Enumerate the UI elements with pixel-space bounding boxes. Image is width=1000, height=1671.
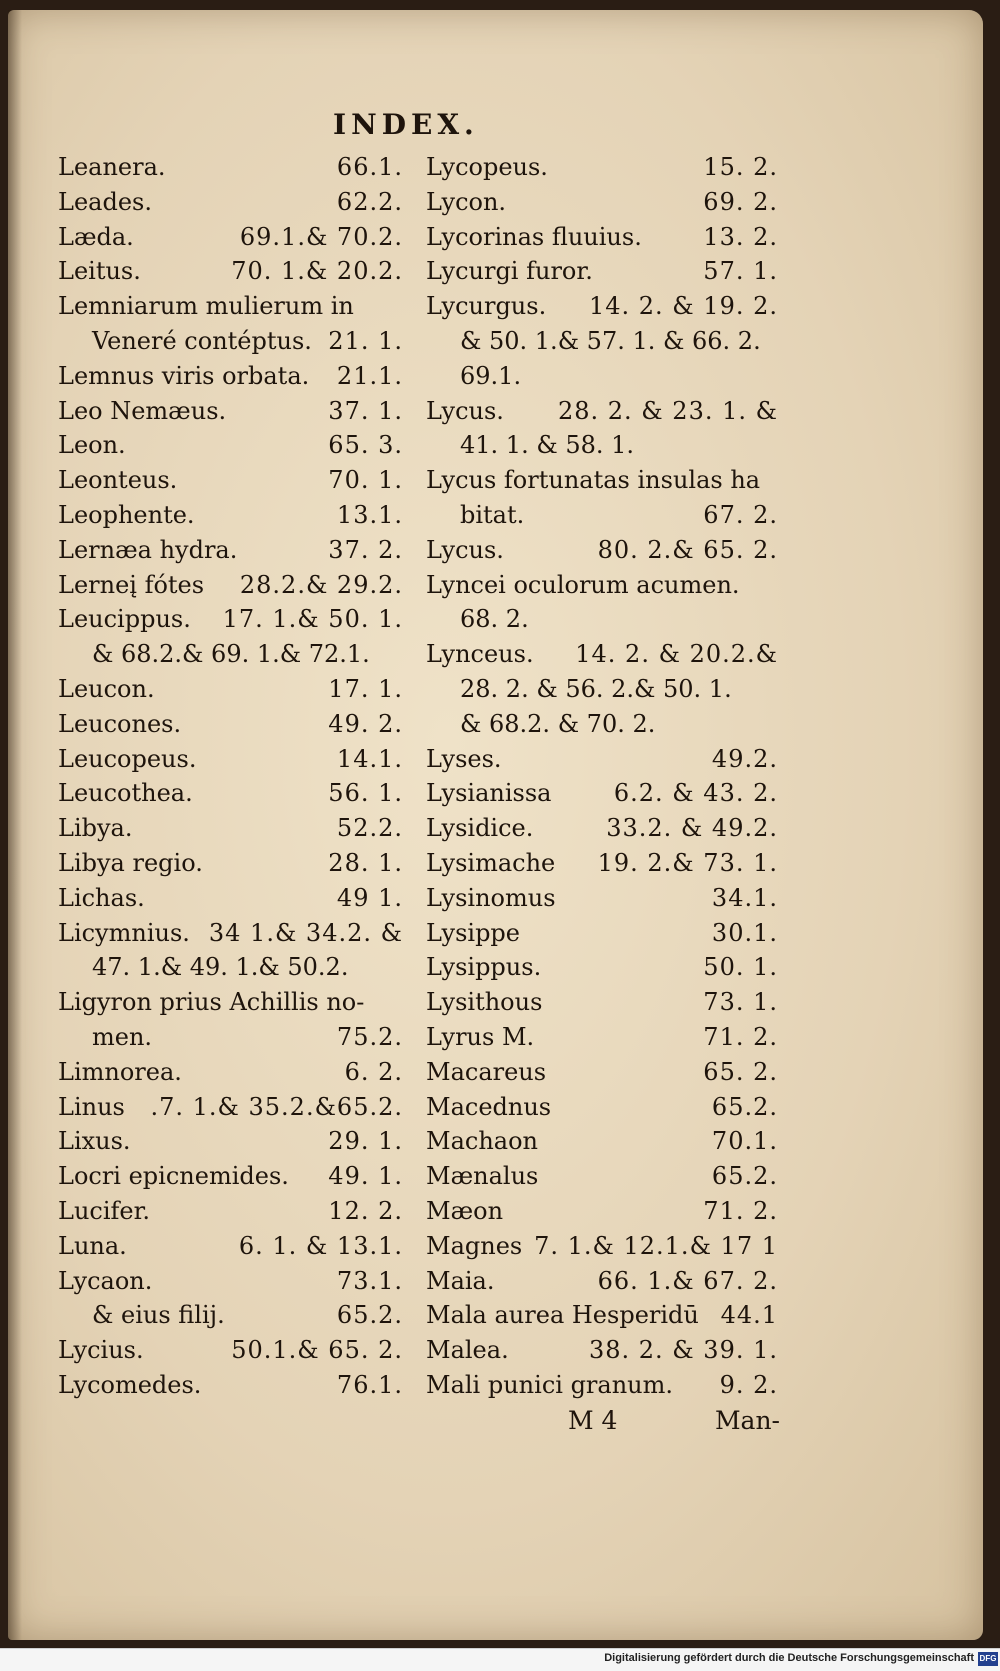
index-reference: 70. 1.& 20.2. [231,257,403,286]
index-term: & 68.2. & 70. 2. [460,709,656,738]
index-term: Leucon. [58,674,155,703]
index-entry [426,324,778,359]
index-reference: 9. 2. [719,1370,778,1399]
index-entry [426,254,778,289]
index-reference: 44.1 [720,1301,778,1330]
index-reference [770,463,778,498]
index-reference: 28. 2. & 23. 1. & [557,396,778,425]
index-entry [58,1159,403,1194]
index-entry [58,289,403,324]
index-entry [58,1229,403,1264]
index-entry [58,742,403,777]
index-entry [58,185,403,220]
index-reference: 73.1. [336,1266,403,1295]
index-reference: 12. 2. [328,1196,403,1225]
index-reference: 67. 2. [703,500,778,529]
index-entry [58,672,403,707]
index-term: & 68.2.& 69. 1.& 72.1. [92,640,370,669]
index-entry [426,637,778,672]
index-term: Macareus [426,1057,547,1086]
index-term: Lysithous [426,988,543,1017]
index-entry [426,1090,778,1125]
index-reference: 14. 2. & 19. 2. [588,292,778,321]
index-reference: 62.2. [336,187,403,216]
index-term: Limnorea. [58,1057,182,1086]
index-reference [395,637,403,672]
index-entry [426,220,778,255]
index-reference: 71. 2. [703,1022,778,1051]
index-term: Lemnus viris orbata. [58,361,310,390]
index-term: Machaon [426,1127,538,1156]
index-reference: 29. 1. [328,1127,403,1156]
index-reference [770,672,778,707]
index-entry [58,428,403,463]
index-reference [395,950,403,985]
index-entry [426,289,778,324]
index-term: Leonteus. [58,466,178,495]
index-reference: 19. 2.& 73. 1. [597,848,778,877]
index-reference: 49 1. [336,883,403,912]
index-reference: 66. 1.& 67. 2. [597,1266,778,1295]
index-term: Lyses. [426,744,502,773]
index-term: Lycius. [58,1336,144,1365]
index-reference: 73. 1. [703,988,778,1017]
index-reference [395,289,403,324]
catchword: Man- [714,1406,780,1435]
index-reference: 21. 1. [328,326,403,355]
index-term: Lerneį fótes [58,570,205,599]
index-term: Licymnius. [58,918,190,947]
index-reference: 38. 2. & 39. 1. [588,1336,778,1365]
index-entry [58,846,403,881]
index-reference: 71. 2. [703,1196,778,1225]
index-entry [58,359,403,394]
index-entry [58,707,403,742]
index-entry [58,1264,403,1299]
index-term: 28. 2. & 56. 2.& 50. 1. [460,674,732,703]
index-term: Maia. [426,1266,495,1295]
index-term: Ligyron prius Achillis no- [58,988,365,1017]
index-reference: 57. 1. [703,257,778,286]
index-entry [426,1194,778,1229]
index-entry [58,1194,403,1229]
index-entry [426,707,778,742]
index-term: Lernæa hydra. [58,535,238,564]
index-reference: 49.2. [711,744,778,773]
index-entry [58,811,403,846]
index-reference: 49. 2. [328,709,403,738]
index-entry [426,742,778,777]
index-term: & 50. 1.& 57. 1. & 66. 2. [460,326,761,355]
index-reference: 52.2. [336,814,403,843]
index-entry [58,1124,403,1159]
index-term: Leucopeus. [58,744,197,773]
index-entry [426,185,778,220]
index-term: Mali punici granum. [426,1370,674,1399]
index-term: Macednus [426,1092,552,1121]
digitization-credit-bar [0,1648,1000,1671]
index-reference: 65.2. [711,1162,778,1191]
index-column-left [58,150,403,1403]
index-reference [770,568,778,603]
index-entry [58,881,403,916]
index-entry [426,1020,778,1055]
index-term: Lycurgi furor. [426,257,593,286]
index-reference: 37. 1. [328,396,403,425]
index-term: Malea. [426,1336,509,1365]
index-entry [58,150,403,185]
index-reference: 49. 1. [328,1162,403,1191]
index-entry [58,498,403,533]
index-entry [58,985,403,1020]
index-term: Lucifer. [58,1196,151,1225]
index-entry [426,150,778,185]
index-reference: 65.2. [336,1301,403,1330]
index-term: Lyrus M. [426,1022,535,1051]
index-entry [426,776,778,811]
index-entry [58,254,403,289]
index-term: Lyncei oculorum acumen. [426,570,740,599]
index-reference: 14. 2. & 20.2.& [575,640,778,669]
index-entry [58,220,403,255]
index-entry [58,1090,403,1125]
signature-mark: M 4 [568,1406,618,1435]
index-term: Lysinomus [426,883,556,912]
index-entry [426,950,778,985]
index-reference [770,707,778,742]
index-term: Lycorinas fluuius. [426,222,642,251]
index-term: Mæon [426,1196,504,1225]
index-entry [426,1055,778,1090]
index-reference: 34.1. [711,883,778,912]
index-reference: 65. 2. [703,1057,778,1086]
credit-text: Digitalisierung gefördert durch die Deutsche Forschungsgemeinschaft [604,1652,974,1664]
index-reference [770,324,778,359]
index-term: Linus [58,1092,125,1121]
index-entry [58,637,403,672]
index-entry [58,533,403,568]
book-page [8,10,983,1640]
index-reference: 30.1. [711,918,778,947]
index-reference: 70.1. [711,1127,778,1156]
index-reference: 28.2.& 29.2. [239,570,403,599]
index-entry [426,359,778,394]
index-term: Leitus. [58,257,141,286]
index-reference: 28. 1. [328,848,403,877]
index-entry [58,1055,403,1090]
index-reference: 6.2. & 43. 2. [613,779,778,808]
index-term: Lysianissa [426,779,552,808]
index-reference: 56. 1. [328,779,403,808]
index-reference: 69. 2. [703,187,778,216]
index-entry [426,881,778,916]
index-term: Lysidice. [426,814,534,843]
index-entry [58,776,403,811]
index-reference: 15. 2. [703,153,778,181]
index-term: Leo Nemæus. [58,396,227,425]
index-term: Lycon. [426,187,507,216]
page-footer [568,1406,780,1435]
index-reference: 17. 1.& 50. 1. [222,605,403,634]
index-term: Læda. [58,222,134,251]
index-term: Lycus. [426,535,504,564]
index-reference: 80. 2.& 65. 2. [597,535,778,564]
index-reference [770,602,778,637]
index-reference: 13. 2. [703,222,778,251]
index-entry [426,1124,778,1159]
index-entry [58,324,403,359]
index-term: Leon. [58,431,126,460]
index-entry [426,1264,778,1299]
index-entry [426,428,778,463]
index-entry [426,533,778,568]
index-term: Leucothea. [58,779,193,808]
index-column-right [426,150,778,1403]
index-reference: 6. 1. & 13.1. [238,1231,403,1260]
index-reference: 21.1. [336,361,403,390]
index-reference: 34 1.& 34.2. & [208,918,403,947]
index-entry [58,1020,403,1055]
index-reference: 70. 1. [328,466,403,495]
index-term: Locri epicnemides. [58,1162,289,1191]
index-term: Lysimache [426,848,556,877]
index-term: Veneré contéptus. [92,326,312,355]
index-reference: 37. 2. [328,535,403,564]
index-term: Lemniarum mulierum in [58,292,354,321]
index-term: Leophente. [58,500,195,529]
index-entry [426,498,778,533]
index-entry [58,568,403,603]
page-header: INDEX. [333,108,479,141]
index-reference [770,428,778,463]
index-entry [426,672,778,707]
index-reference [770,359,778,394]
index-reference: 69.1.& 70.2. [239,222,403,251]
index-term: 41. 1. & 58. 1. [460,431,635,460]
index-reference: 66.1. [336,153,403,181]
index-term: Magnes [426,1231,523,1260]
index-reference: 76.1. [336,1370,403,1399]
index-reference: 6. 2. [344,1057,403,1086]
index-entry [426,568,778,603]
index-term: Lycopeus. [426,153,548,181]
index-entry [426,1159,778,1194]
index-term: Lysippus. [426,953,542,982]
index-entry [426,463,778,498]
index-term: Lysippe [426,918,520,947]
index-term: Mala aurea Hesperidū [426,1301,699,1330]
index-term: 68. 2. [460,605,529,634]
index-term: Lynceus. [426,640,534,669]
index-entry [426,1368,778,1403]
index-entry [58,1368,403,1403]
index-entry [58,1333,403,1368]
index-term: bitat. [460,500,525,529]
index-reference: 75.2. [336,1022,403,1051]
index-reference: 7. 1.& 12.1.& 17 1 [534,1231,778,1260]
index-term: Leucones. [58,709,182,738]
index-entry [426,602,778,637]
index-term: Libya regio. [58,848,203,877]
index-term: Lycomedes. [58,1370,202,1399]
index-term: Lycurgus. [426,292,547,321]
index-reference: 14.1. [336,744,403,773]
index-entry [426,985,778,1020]
index-entry [426,1298,778,1333]
index-reference: 50.1.& 65. 2. [231,1336,403,1365]
index-reference [395,985,403,1020]
index-term: men. [92,1022,153,1051]
index-term: 47. 1.& 49. 1.& 50.2. [92,953,349,982]
index-entry [426,846,778,881]
index-entry [58,394,403,429]
index-entry [58,1298,403,1333]
index-entry [426,811,778,846]
index-term: Lixus. [58,1127,131,1156]
index-reference: 50. 1. [703,953,778,982]
index-term: Libya. [58,814,133,843]
index-term: 69.1. [460,361,522,390]
index-entry [58,916,403,951]
index-reference: 65.2. [711,1092,778,1121]
index-term: Leanera. [58,153,166,181]
index-term: Lycus. [426,396,504,425]
index-reference: 33.2. & 49.2. [606,814,778,843]
index-entry [58,463,403,498]
index-term: Mænalus [426,1162,539,1191]
index-term: Lycaon. [58,1266,153,1295]
index-reference: .7. 1.& 35.2.&65.2. [150,1092,403,1121]
index-term: & eius filij. [92,1301,225,1330]
index-term: Luna. [58,1231,127,1260]
index-reference: 17. 1. [328,674,403,703]
index-entry [426,916,778,951]
index-term: Lichas. [58,883,145,912]
index-entry [426,1333,778,1368]
index-reference: 65. 3. [328,431,403,460]
index-entry [426,394,778,429]
index-entry [58,602,403,637]
index-entry [426,1229,778,1264]
index-entry [58,950,403,985]
dfg-logo-icon: DFG [978,1652,998,1666]
index-term: Lycus fortunatas insulas ha [426,466,761,495]
index-reference: 13.1. [336,500,403,529]
index-term: Leucippus. [58,605,191,634]
index-term: Leades. [58,187,152,216]
